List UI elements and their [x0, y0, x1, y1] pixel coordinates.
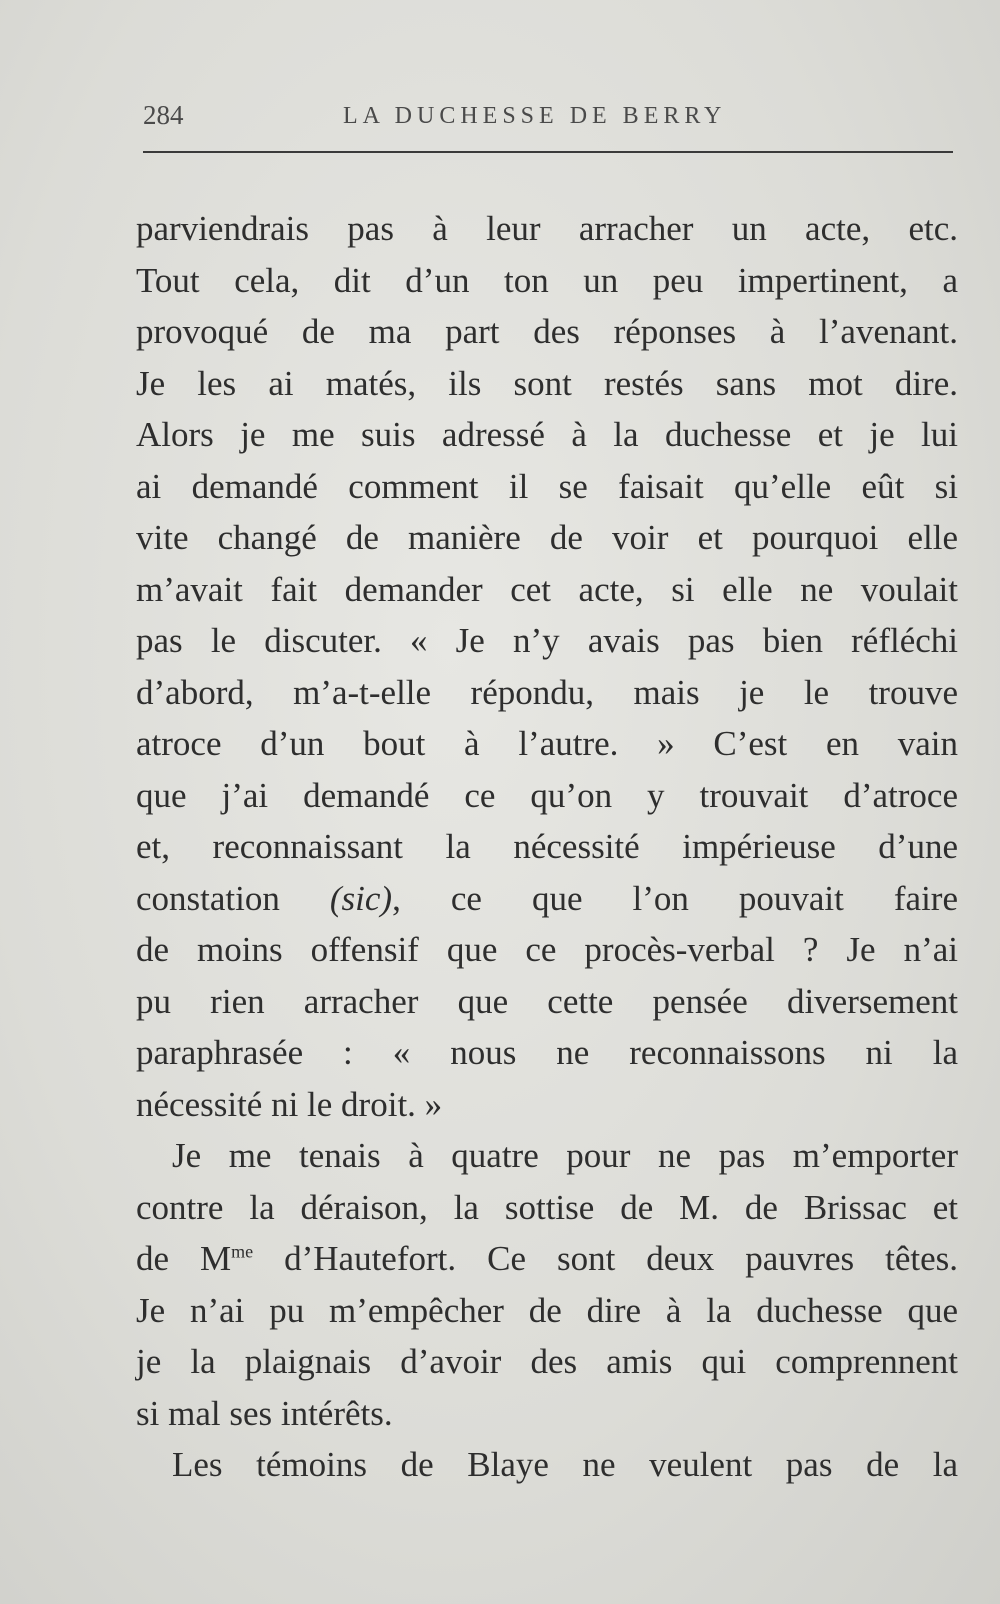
- text-line: vite changé de manière de voir et pourquoi elle: [136, 518, 958, 557]
- text-line: ai demandé comment il se faisait qu’elle eût si: [136, 466, 958, 506]
- text-line: Je les ai matés, ils sont restés sans mot dire.: [136, 363, 958, 403]
- text-segment: d’Hautefort. Ce sont deux pauvres têtes.: [253, 1239, 958, 1278]
- text-line: [136, 1233, 958, 1285]
- text-line: provoqué de ma part des réponses à l’avenant.: [136, 312, 958, 351]
- superscript: me: [231, 1241, 254, 1262]
- text-line: contre la déraison, la sottise de M. de Brissac et: [136, 1187, 958, 1227]
- running-header: [143, 100, 953, 140]
- text-line: et, reconnaissant la nécessité impérieuse d’une: [136, 827, 958, 866]
- paragraph-start-line: Les témoins de Blaye ne veulent pas de la: [172, 1445, 958, 1484]
- text-line: [136, 873, 958, 925]
- body-text: [136, 203, 958, 1491]
- text-segment: constation: [136, 878, 330, 918]
- text-line: Alors je me suis adressé à la duchesse et je lui: [136, 415, 958, 454]
- text-segment: , ce que l’on pouvait faire: [392, 878, 958, 918]
- text-line: pu rien arracher que cette pensée diversement: [136, 981, 958, 1021]
- text-line: m’avait fait demander cet acte, si elle ne voulait: [136, 569, 958, 609]
- text-line: nécessité ni le droit. »: [136, 1084, 443, 1124]
- header-rule: [143, 151, 953, 153]
- text-line: Tout cela, dit d’un ton un peu impertinent, a: [136, 260, 958, 300]
- text-segment: de M: [136, 1239, 232, 1278]
- text-line: je la plaignais d’avoir des amis qui comprennent: [136, 1342, 958, 1381]
- page-number: 284: [143, 100, 184, 130]
- text-line: que j’ai demandé ce qu’on y trouvait d’atroce: [136, 775, 958, 815]
- paragraph-start-line: Je me tenais à quatre pour ne pas m’emporter: [172, 1136, 958, 1175]
- running-title: LA DUCHESSE DE BERRY: [343, 103, 727, 129]
- text-line: paraphrasée : « nous ne reconnaissons ni la: [136, 1033, 958, 1072]
- text-line: d’abord, m’a-t-elle répondu, mais je le trouve: [136, 672, 958, 712]
- text-line: de moins offensif que ce procès-verbal ? Je n’ai: [136, 930, 958, 969]
- text-line: atroce d’un bout à l’autre. » C’est en vain: [136, 724, 958, 763]
- text-line: Je n’ai pu m’empêcher de dire à la duchesse que: [136, 1290, 958, 1330]
- text-line: parviendrais pas à leur arracher un acte, etc.: [136, 209, 958, 248]
- sic-italic: (sic): [329, 878, 393, 918]
- text-line: si mal ses intérêts.: [136, 1393, 393, 1433]
- text-line: pas le discuter. « Je n’y avais pas bien réfléchi: [136, 621, 958, 660]
